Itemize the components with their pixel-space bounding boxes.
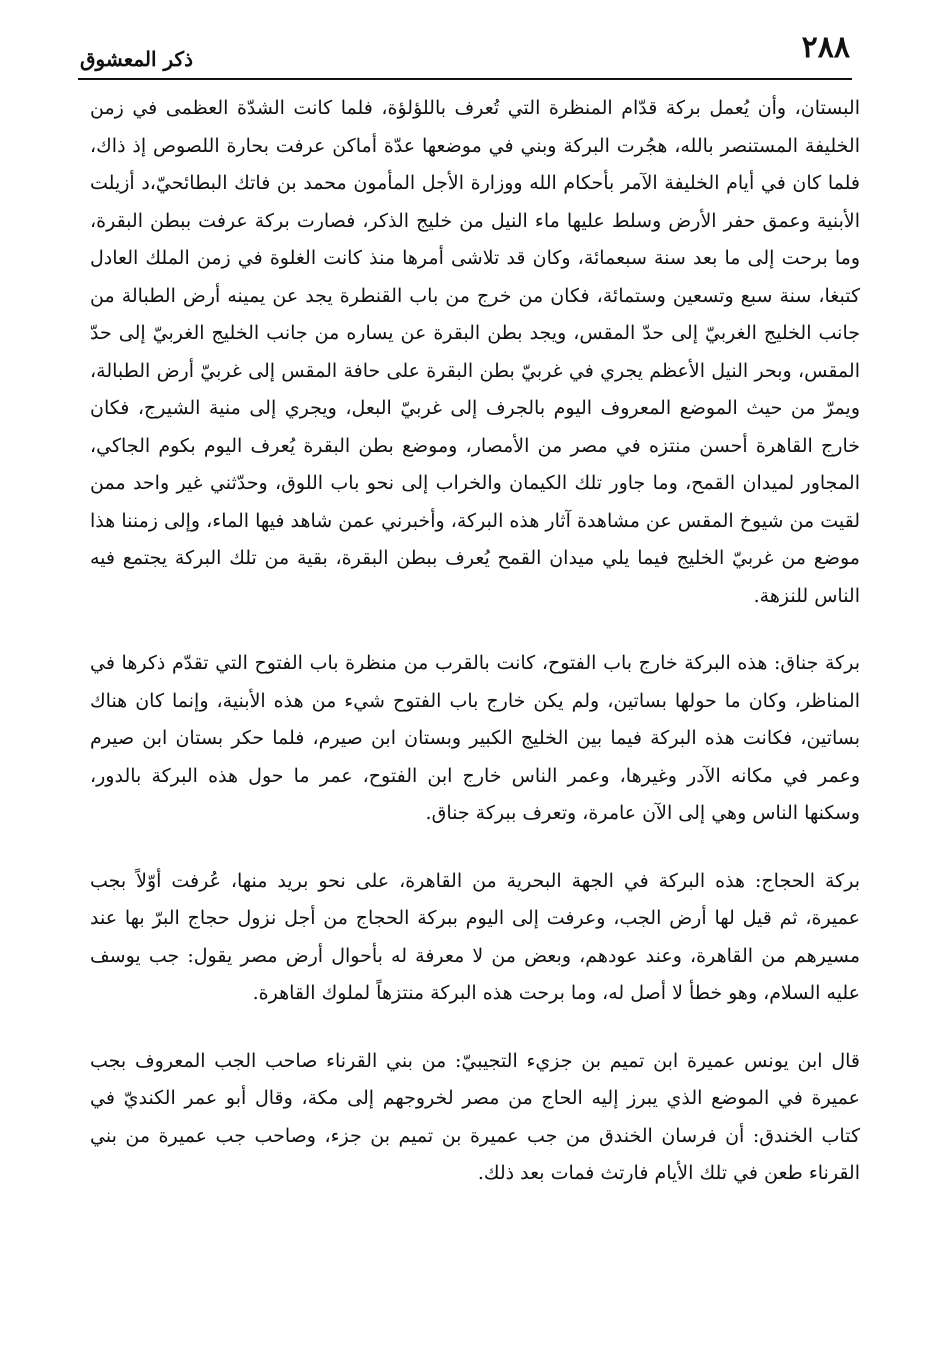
paragraph-ibn-yunus: قال ابن يونس عميرة ابن تميم بن جزيء التجيبيّ: من بني القرناء صاحب الجب المعروف بجب عميرة في الموضع الذي يبرز إليه الحاج من مصر لخروجهم إلى مكة، وقال أبو عمر الكنديّ في كتاب الخندق: أن فرسان الخندق من جب عميرة بن تميم بن جزء، وصاحب جب عميرة من بني القرناء طعن في تلك الأيام فارتث فمات بعد ذلك.	[90, 1049, 860, 1184]
body-text	[90, 90, 860, 1193]
paragraph-birkat-junaq: بركة جناق: هذه البركة خارج باب الفتوح، كانت بالقرب من منظرة باب الفتوح التي تقدّم ذكرها في المناظر، وكان ما حولها بساتين، ولم يكن خارج باب الفتوح شيء من هذه الأبنية، وإنما كان هناك بساتين، فكانت هذه البركة فيما بين الخليج الكبير وبستان ابن صيرم، فلما حكر بستان ابن صيرم وعمر في مكانه الآدر وغيرها، وعمر الناس خارج ابن الفتوح، عمر ما حول هذه البركة بالدور، وسكنها الناس وهي إلى الآن عامرة، وتعرف ببركة جناق.	[90, 652, 860, 824]
page-header	[80, 30, 850, 78]
paragraph-bustan: البستان، وأن يُعمل بركة قدّام المنظرة التي تُعرف باللؤلؤة، فلما كانت الشدّة العظمى في زمن الخليفة المستنصر بالله، هجُرت البركة وبني في موضعها عدّة أماكن عرفت بحارة اللصوص إذ ذاك، فلما كان في أيام الخليفة الآمر بأحكام الله ووزارة الأجل المأمون محمد بن فاتك البطائحيّ،د أزيلت الأبنية وعمق حفر الأرض وسلط عليها ماء النيل من خليج الذكر، فصارت بركة عرفت ببطن البقرة، وما برحت إلى ما بعد سنة سبعمائة، وكان قد تلاشى أمرها منذ كانت الغلوة في زمن الملك العادل كتبغا، سنة سبع وتسعين وستمائة، فكان من خرج من باب القنطرة يجد عن يمينه أرض الطبالة من جانب الخليج الغربيّ إلى حدّ المقس، ويجد بطن البقرة عن يساره من جانب الخليج الغربيّ إلى حدّ المقس، وبحر النيل الأعظم يجري في غربيّ بطن البقرة على حافة المقس إلى غربيّ أرض الطبالة، ويمرّ من حيث الموضع المعروف اليوم بالجرف إلى غربيّ البعل، ويجري إلى منية الشيرج، فكان خارج القاهرة أحسن منتزه في مصر من الأمصار، وموضع بطن البقرة يُعرف اليوم بكوم الجاكي، المجاور لميدان القمح، وما جاور تلك الكيمان والخراب إلى نحو باب اللوق، وحدّثني غير واحد ممن لقيت من شيوخ المقس عن مشاهدة آثار هذه البركة، وأخبرني عمن شاهد فيها الماء، وإلى زمننا هذا موضع من غربيّ الخليج فيما يلي ميدان القمح يُعرف ببطن البقرة، بقية من تلك البركة يجتمع فيه الناس للنزهة.	[90, 97, 860, 607]
running-title: ذكر المعشوق	[80, 47, 193, 71]
header-rule	[78, 78, 852, 80]
page-number: ٢٨٨	[801, 30, 850, 65]
paragraph-birkat-al-hujjaj: بركة الحجاج: هذه البركة في الجهة البحرية من القاهرة، على نحو بريد منها، عُرفت أوّلاً بجب عميرة، ثم قيل لها أرض الجب، وعرفت إلى اليوم ببركة الحجاج من أجل نزول حجاج البرّ بها عند مسيرهم من القاهرة، وعند عودهم، وبعض من لا معرفة له بأحوال أرض مصر يقول: جب يوسف عليه السلام، وهو خطأ لا أصل له، وما برحت هذه البركة منتزهاً لملوك القاهرة.	[90, 869, 860, 1004]
